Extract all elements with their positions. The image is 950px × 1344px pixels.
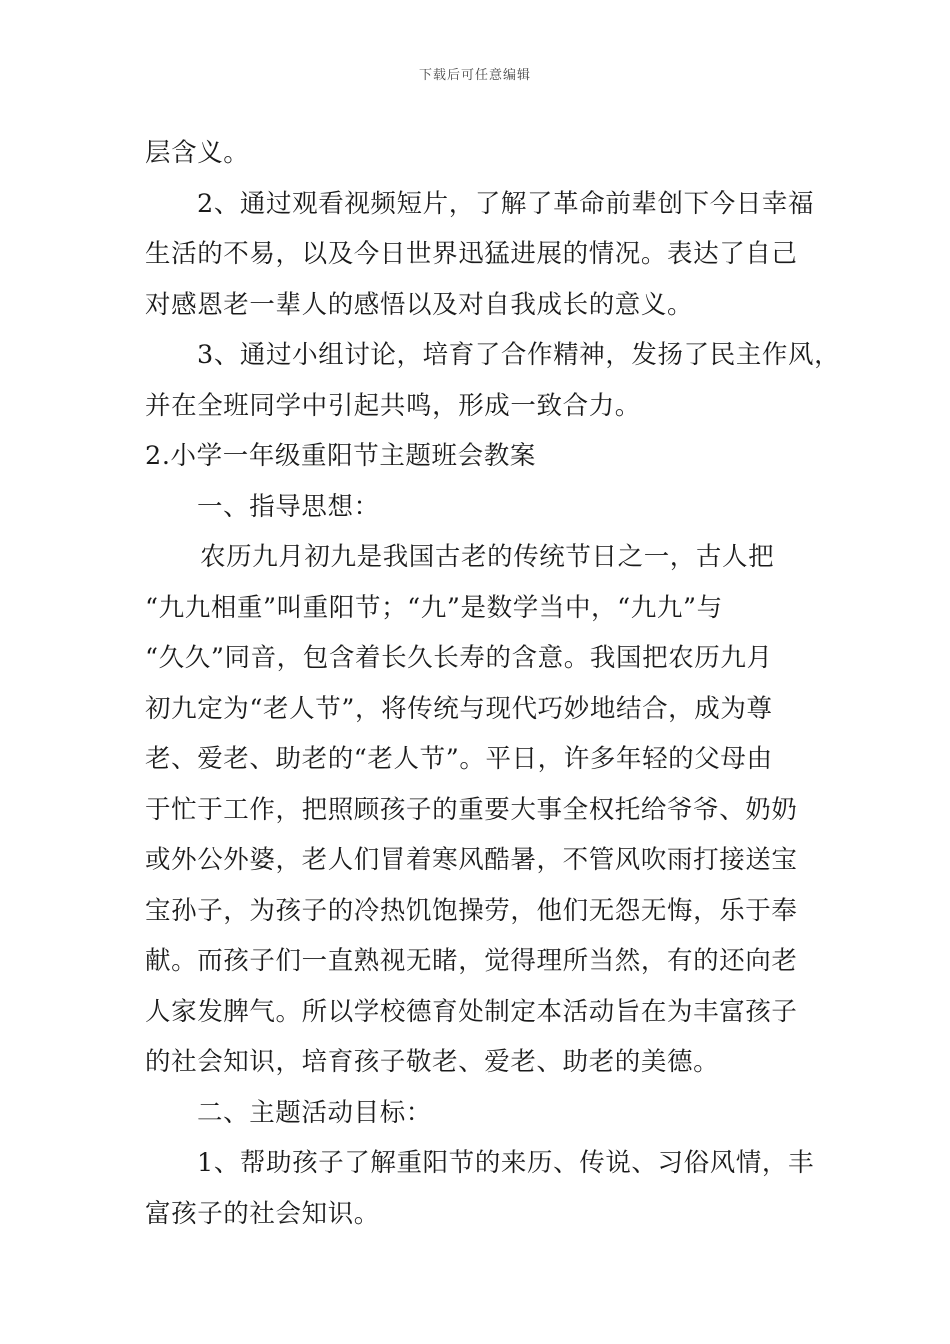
paragraph-line: 生活的不易，以及今日世界迅猛进展的情况。表达了自己: [145, 239, 798, 269]
paragraph-line: 对感恩老一辈人的感悟以及对自我成长的意义。: [145, 289, 694, 320]
paragraph-line: 并在全班同学中引起共鸣，形成一致合力。: [145, 390, 641, 421]
paragraph-line: 2、通过观看视频短片，了解了革命前辈创下今日幸福: [197, 188, 815, 219]
paragraph-line: 于忙于工作，把照顾孩子的重要大事全权托给爷爷、奶奶: [145, 794, 798, 825]
paragraph-line: 献。而孩子们一直熟视无睹，觉得理所当然，有的还向老: [145, 946, 798, 976]
paragraph-line: “久久”同音，包含着长久长寿的含意。我国把农历九月: [145, 643, 773, 673]
paragraph-line: 农历九月初九是我国古老的传统节日之一，古人把: [200, 542, 775, 572]
paragraph-line: 3、通过小组讨论，培育了合作精神，发扬了民主作风，: [197, 340, 841, 370]
paragraph-line: “九九相重”叫重阳节；“九”是数学当中，“九九”与: [145, 592, 723, 623]
paragraph-line: 初九定为“老人节”，将传统与现代巧妙地结合，成为尊: [145, 693, 773, 724]
paragraph-line: 人家发脾气。所以学校德育处制定本活动旨在为丰富孩子: [145, 996, 798, 1027]
subsection-heading: 一、指导思想：: [197, 491, 380, 522]
paragraph-line: 1、帮助孩子了解重阳节的来历、传说、习俗风情，丰: [197, 1148, 815, 1178]
paragraph-line: 的社会知识，培育孩子敬老、爱老、助老的美德。: [145, 1047, 720, 1077]
paragraph-line: 层含义。: [145, 138, 250, 168]
section-heading: 2.小学一年级重阳节主题班会教案: [145, 441, 536, 471]
subsection-heading: 二、主题活动目标：: [197, 1097, 432, 1128]
document-body: [145, 128, 841, 1239]
paragraph-line: 富孩子的社会知识。: [145, 1198, 380, 1229]
paragraph-line: 老、爱老、助老的“老人节”。平日，许多年轻的父母由: [145, 744, 773, 774]
paragraph-line: 或外公外婆，老人们冒着寒风酷暑，不管风吹雨打接送宝: [145, 845, 798, 875]
paragraph-line: 宝孙子，为孩子的冷热饥饱操劳，他们无怨无悔，乐于奉: [145, 895, 798, 926]
page-header: 下载后可任意编辑: [418, 68, 531, 83]
